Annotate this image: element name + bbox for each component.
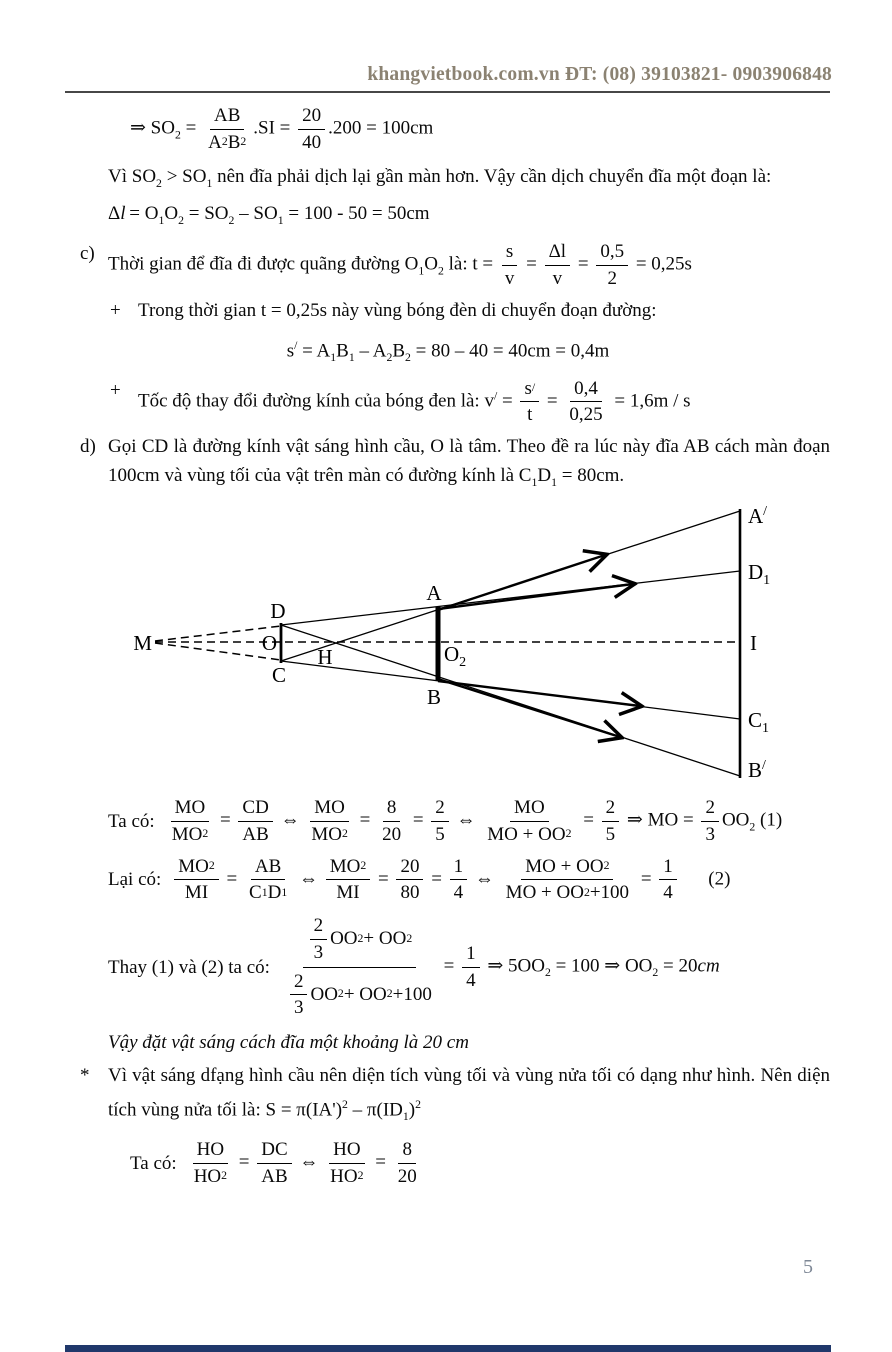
bullet-plus-1-text: Trong thời gian t = 0,25s này vùng bóng đèn di chuyển đoạn đường: — [138, 299, 657, 321]
arrow-ray-A-Aprime — [438, 555, 605, 610]
item-c-text: Thời gian để đĩa đi được quãng đường $O_1O_2$ là: t = $\frac{s}{v}$ = $\frac{\Delta l}{v}$ = $\frac{0,5}{2}$ = 0,25s — [108, 241, 692, 289]
row-ta-co — [108, 795, 892, 848]
label-O: O — [261, 631, 277, 656]
arrow-ray-B-C1 — [438, 681, 640, 706]
item-c — [80, 239, 892, 292]
label-A-prime: A/ — [748, 504, 768, 529]
plus-marker: + — [110, 299, 121, 321]
star-marker: * — [80, 1065, 90, 1087]
row-ho — [130, 1137, 892, 1190]
ray-diagram-svg — [0, 499, 892, 789]
row-ho-math: HO HO 2 = $\frac{DC}{AB}$ ⇔ HO HO 2 = $\frac{8}{20}$ — [193, 1139, 417, 1187]
item-d-text: Gọi CD là đường kính vật sáng hình cầu, O là tâm. Theo đề ra lúc này đĩa AB cách màn đoạn 100cm và vùng tối của vật trên màn có đường kính là $C_1D_1 = 80cm$. — [108, 436, 830, 490]
label-O2: $O_2$ — [444, 642, 467, 671]
label-A: A — [426, 581, 442, 606]
arrow-ray-B-Bprime — [438, 679, 620, 737]
row-thay-math: $\frac{2}{3}$ OO 2 + OO 2 $\frac{2}{3}$ OO 2 + OO 2 +100 = $\frac{1}{4}$ ⇒ $5OO_2 = 100$ ⇒ $OO_2 = 20cm$ — [280, 912, 720, 1022]
row-lai-co — [108, 854, 892, 907]
item-d-marker: d) — [80, 436, 96, 458]
label-D1: $D_1$ — [748, 560, 771, 589]
ray-diagram — [0, 499, 892, 789]
ray-D-Bprime — [281, 625, 740, 776]
item-star-text: Vì vật sáng dfạng hình cầu nên diện tích vùng tối và vùng nửa tối có dạng như hình. Nên diện tích vùng nửa tối là: $S = \pi(IA')^2 - \pi(ID_1)^2$ — [108, 1065, 830, 1124]
item-star — [80, 1061, 830, 1131]
row-ta-co-label: Ta có: — [108, 810, 155, 832]
row-thay — [108, 912, 892, 1022]
arrow-ray-A-D1 — [438, 584, 633, 609]
row-lai-co-label: Lại có: — [108, 869, 162, 891]
label-D: D — [270, 599, 286, 624]
bullet-plus-1 — [110, 296, 892, 325]
row-thay-label: Thay (1) và (2) ta có: — [108, 956, 270, 978]
paragraph-vi-so2: Vì $SO_2 > SO_1$ nên đĩa phải dịch lại gần màn hơn. Vậy cần dịch chuyển đĩa một đoạn là: — [108, 165, 772, 190]
bullet-plus-2 — [110, 376, 892, 429]
plus-marker: + — [110, 379, 121, 401]
item-d — [80, 432, 892, 497]
label-C1: $C_1$ — [748, 708, 770, 737]
header-rule — [65, 91, 830, 93]
label-I: I — [750, 631, 757, 656]
row-ho-label: Ta có: — [130, 1152, 177, 1174]
item-c-marker: c) — [80, 243, 95, 265]
label-B-prime: B/ — [748, 758, 766, 783]
footer-bar — [65, 1345, 831, 1352]
page-number: 5 — [803, 1256, 813, 1278]
page-header: khangvietbook.com.vn ĐT: (08) 39103821- 0903906848 — [367, 64, 832, 85]
bullet-plus-2-text: Tốc độ thay đổi đường kính của bóng đen là: v/ = s / t = $\frac{0,4}{0,25}$ = 1,6m / s — [138, 377, 691, 426]
row-lai-co-math: MO 2 MI = AB C 1 D 1 ⇔ MO 2 MI = $\frac{20}{80}$ = $\frac{1}{4}$ ⇔ MO + OO 2 MO + OO 2 +100 = $\frac{1}{4}$ (2) — [171, 854, 730, 907]
equation-s-prime: $s^/ = A_1B_1 - A_2B_2 = 80 - 40 = 40cm = 0,4m$ — [286, 338, 610, 364]
ray-D-D1 — [281, 571, 740, 625]
row-ta-co-math: MO MO 2 = $\frac{CD}{AB}$ ⇔ MO MO 2 = $\frac{8}{20}$ = $\frac{2}{5}$ ⇔ MO MO + OO 2 = $\frac{2}{5}$ ⇒ MO = $\frac{2}{3}$ $OO_2$ (1) — [171, 797, 783, 845]
label-M: M — [133, 631, 152, 656]
equation-so2: ⇒ $SO_2$ = AB A 2 B 2 .SI = $\frac{20}{40}$ .200 = 100cm — [130, 105, 434, 153]
equation-delta-l: $\Delta l = O_1O_2 = SO_2 - SO_1 = 100 - 50 = 50cm$ — [108, 203, 430, 228]
label-H: H — [317, 645, 333, 670]
label-C: C — [271, 663, 287, 688]
label-B: B — [426, 685, 442, 710]
conclusion-italic-line: Vậy đặt vật sáng cách đĩa một khoảng là 20 cm — [108, 1032, 469, 1054]
